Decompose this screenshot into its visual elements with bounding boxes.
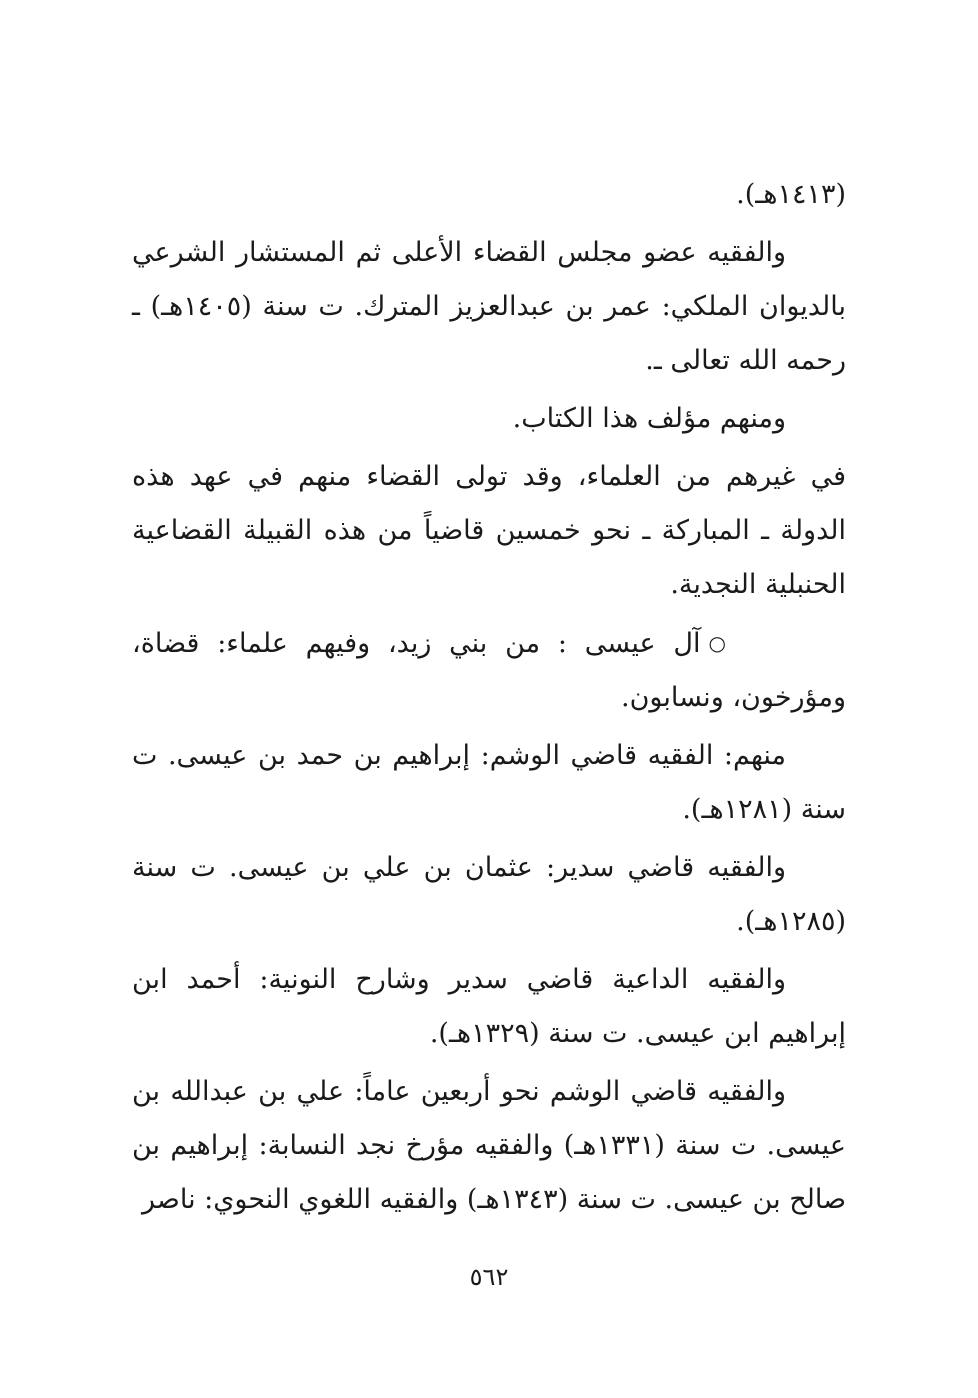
paragraph-judges-count: في غيرهم من العلماء، وقد تولى القضاء منهم في عهد هذه الدولة ـ المباركة ـ نحو خمسين قاضياً من هذه القبيلة القضاعية الحنبلية النجدية. (132, 461, 846, 600)
paragraph-date-continuation: (١٤١٣هـ). (736, 179, 846, 210)
page-number: ٥٦٢ (469, 1263, 509, 1291)
paragraph-al-isa-heading (132, 616, 846, 725)
circle-bullet-icon: ○ (708, 631, 726, 655)
paragraph-ali-bin-abdullah: والفقيه قاضي الوشم نحو أربعين عاماً: علي بن عبدالله بن عيسى. ت سنة (١٣٣١هـ) والفقيه مؤرخ نجد النسابة: إبراهيم بن صالح بن عيسى. ت سنة (١٣٤٣هـ) والفقيه اللغوي النحوي: ناصر (132, 1076, 846, 1215)
paragraph-ibrahim-bin-hamad: منهم: الفقيه قاضي الوشم: إبراهيم بن حمد بن عيسى. ت سنة (١٢٨١هـ). (132, 740, 846, 825)
al-isa-text: آل عيسى : من بني زيد، وفيهم علماء: قضاة، ومؤرخون، ونسابون. (132, 628, 846, 713)
paragraph-author: ومنهم مؤلف هذا الكتاب. (512, 403, 786, 434)
paragraph-al-mutrik: والفقيه عضو مجلس القضاء الأعلى ثم المستشار الشرعي بالديوان الملكي: عمر بن عبدالعزيز المترك. ت سنة (١٤٠٥هـ) ـ رحمه الله تعالى ـ. (132, 237, 846, 376)
paragraph-ahmad-bin-ibrahim: والفقيه الداعية قاضي سدير وشارح النونية: أحمد ابن إبراهيم ابن عيسى. ت سنة (١٣٢٩هـ). (132, 964, 846, 1049)
paragraph-uthman-bin-ali: والفقيه قاضي سدير: عثمان بن علي بن عيسى. ت سنة (١٢٨٥هـ). (132, 852, 846, 937)
body-text (132, 168, 846, 1231)
